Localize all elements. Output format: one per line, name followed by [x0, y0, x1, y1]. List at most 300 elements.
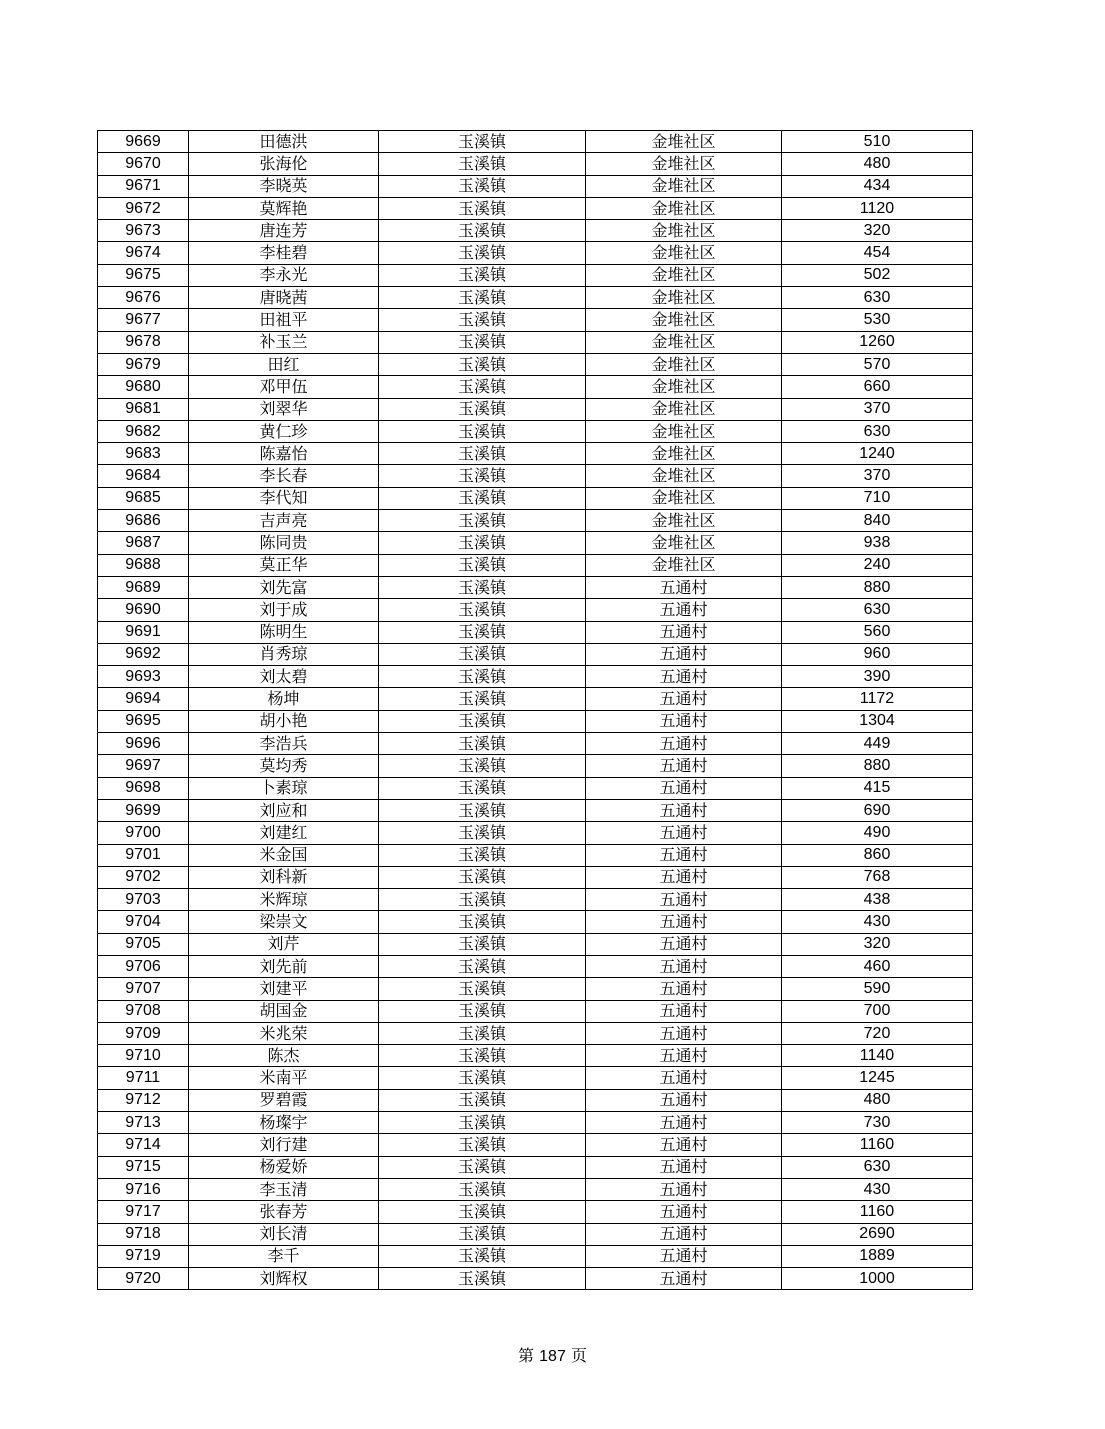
- cell-amount: 320: [782, 933, 973, 955]
- table-body: [98, 131, 973, 1290]
- cell-village: 五通村: [586, 1201, 782, 1223]
- cell-town: 玉溪镇: [379, 510, 586, 532]
- table-row: [98, 487, 973, 509]
- cell-name: 刘长清: [189, 1223, 379, 1245]
- cell-amount: 1304: [782, 710, 973, 732]
- cell-amount: 1160: [782, 1201, 973, 1223]
- cell-town: 玉溪镇: [379, 264, 586, 286]
- table-row: [98, 287, 973, 309]
- cell-serial: 9697: [98, 755, 189, 777]
- cell-serial: 9680: [98, 376, 189, 398]
- cell-serial: 9684: [98, 465, 189, 487]
- cell-town: 玉溪镇: [379, 978, 586, 1000]
- cell-town: 玉溪镇: [379, 487, 586, 509]
- cell-amount: 938: [782, 532, 973, 554]
- cell-town: 玉溪镇: [379, 1268, 586, 1290]
- cell-village: 金堆社区: [586, 487, 782, 509]
- cell-town: 玉溪镇: [379, 799, 586, 821]
- cell-village: 金堆社区: [586, 443, 782, 465]
- cell-village: 金堆社区: [586, 376, 782, 398]
- table-row: [98, 933, 973, 955]
- cell-serial: 9671: [98, 175, 189, 197]
- cell-amount: 560: [782, 621, 973, 643]
- table-row: [98, 733, 973, 755]
- cell-name: 李永光: [189, 264, 379, 286]
- cell-amount: 415: [782, 777, 973, 799]
- cell-amount: 2690: [782, 1223, 973, 1245]
- table-row: [98, 532, 973, 554]
- cell-town: 玉溪镇: [379, 955, 586, 977]
- cell-name: 刘辉权: [189, 1268, 379, 1290]
- cell-serial: 9678: [98, 331, 189, 353]
- cell-serial: 9708: [98, 1000, 189, 1022]
- cell-village: 五通村: [586, 576, 782, 598]
- cell-name: 陈嘉怡: [189, 443, 379, 465]
- cell-town: 玉溪镇: [379, 1067, 586, 1089]
- cell-amount: 880: [782, 755, 973, 777]
- table-row: [98, 264, 973, 286]
- cell-serial: 9688: [98, 554, 189, 576]
- cell-serial: 9709: [98, 1022, 189, 1044]
- cell-town: 玉溪镇: [379, 1045, 586, 1067]
- cell-name: 梁崇文: [189, 911, 379, 933]
- cell-amount: 570: [782, 353, 973, 375]
- cell-town: 玉溪镇: [379, 398, 586, 420]
- cell-serial: 9702: [98, 866, 189, 888]
- cell-amount: 390: [782, 666, 973, 688]
- cell-town: 玉溪镇: [379, 1223, 586, 1245]
- table-row: [98, 443, 973, 465]
- table-row: [98, 197, 973, 219]
- cell-name: 刘建红: [189, 822, 379, 844]
- table-row: [98, 688, 973, 710]
- cell-village: 五通村: [586, 822, 782, 844]
- cell-serial: 9711: [98, 1067, 189, 1089]
- table-row: [98, 376, 973, 398]
- cell-name: 刘于成: [189, 599, 379, 621]
- cell-village: 五通村: [586, 978, 782, 1000]
- cell-serial: 9699: [98, 799, 189, 821]
- table-row: [98, 242, 973, 264]
- table-row: [98, 353, 973, 375]
- cell-name: 莫均秀: [189, 755, 379, 777]
- cell-village: 金堆社区: [586, 153, 782, 175]
- cell-village: 五通村: [586, 1022, 782, 1044]
- cell-town: 玉溪镇: [379, 175, 586, 197]
- table-row: [98, 1112, 973, 1134]
- cell-serial: 9698: [98, 777, 189, 799]
- cell-village: 五通村: [586, 889, 782, 911]
- cell-name: 陈明生: [189, 621, 379, 643]
- cell-village: 五通村: [586, 688, 782, 710]
- cell-amount: 1120: [782, 197, 973, 219]
- cell-serial: 9713: [98, 1112, 189, 1134]
- footer-prefix: 第: [518, 1346, 535, 1365]
- cell-town: 玉溪镇: [379, 866, 586, 888]
- cell-name: 刘应和: [189, 799, 379, 821]
- cell-amount: 1889: [782, 1245, 973, 1267]
- cell-village: 金堆社区: [586, 131, 782, 153]
- cell-name: 刘芹: [189, 933, 379, 955]
- page-number: 187: [539, 1348, 566, 1365]
- cell-town: 玉溪镇: [379, 197, 586, 219]
- cell-village: 五通村: [586, 1178, 782, 1200]
- cell-village: 金堆社区: [586, 420, 782, 442]
- cell-amount: 370: [782, 398, 973, 420]
- cell-town: 玉溪镇: [379, 1178, 586, 1200]
- table-row: [98, 331, 973, 353]
- cell-serial: 9673: [98, 220, 189, 242]
- cell-name: 田红: [189, 353, 379, 375]
- cell-name: 唐晓茜: [189, 287, 379, 309]
- cell-amount: 710: [782, 487, 973, 509]
- table-row: [98, 576, 973, 598]
- cell-town: 玉溪镇: [379, 1112, 586, 1134]
- cell-village: 五通村: [586, 643, 782, 665]
- cell-name: 刘翠华: [189, 398, 379, 420]
- cell-amount: 370: [782, 465, 973, 487]
- cell-serial: 9677: [98, 309, 189, 331]
- cell-name: 唐连芳: [189, 220, 379, 242]
- table-row: [98, 1201, 973, 1223]
- cell-amount: 1140: [782, 1045, 973, 1067]
- cell-village: 金堆社区: [586, 398, 782, 420]
- cell-amount: 700: [782, 1000, 973, 1022]
- cell-town: 玉溪镇: [379, 242, 586, 264]
- cell-name: 李玉清: [189, 1178, 379, 1200]
- cell-village: 五通村: [586, 1089, 782, 1111]
- cell-name: 李千: [189, 1245, 379, 1267]
- cell-village: 五通村: [586, 733, 782, 755]
- table-row: [98, 465, 973, 487]
- cell-serial: 9714: [98, 1134, 189, 1156]
- cell-amount: 490: [782, 822, 973, 844]
- cell-town: 玉溪镇: [379, 822, 586, 844]
- cell-village: 五通村: [586, 1245, 782, 1267]
- table-row: [98, 554, 973, 576]
- cell-name: 罗碧霞: [189, 1089, 379, 1111]
- cell-town: 玉溪镇: [379, 576, 586, 598]
- cell-name: 刘科新: [189, 866, 379, 888]
- cell-serial: 9694: [98, 688, 189, 710]
- table-row: [98, 621, 973, 643]
- cell-name: 张海伦: [189, 153, 379, 175]
- cell-name: 张春芳: [189, 1201, 379, 1223]
- cell-name: 刘建平: [189, 978, 379, 1000]
- cell-serial: 9686: [98, 510, 189, 532]
- cell-village: 五通村: [586, 1156, 782, 1178]
- cell-amount: 860: [782, 844, 973, 866]
- cell-serial: 9674: [98, 242, 189, 264]
- cell-amount: 438: [782, 889, 973, 911]
- cell-village: 金堆社区: [586, 287, 782, 309]
- cell-amount: 1160: [782, 1134, 973, 1156]
- cell-village: 金堆社区: [586, 242, 782, 264]
- cell-town: 玉溪镇: [379, 220, 586, 242]
- cell-name: 黄仁珍: [189, 420, 379, 442]
- cell-name: 田祖平: [189, 309, 379, 331]
- table-row: [98, 710, 973, 732]
- cell-name: 米南平: [189, 1067, 379, 1089]
- cell-amount: 880: [782, 576, 973, 598]
- cell-amount: 690: [782, 799, 973, 821]
- cell-town: 玉溪镇: [379, 1156, 586, 1178]
- cell-name: 吉声亮: [189, 510, 379, 532]
- cell-village: 金堆社区: [586, 220, 782, 242]
- cell-serial: 9689: [98, 576, 189, 598]
- cell-name: 陈杰: [189, 1045, 379, 1067]
- cell-name: 米金国: [189, 844, 379, 866]
- cell-serial: 9692: [98, 643, 189, 665]
- cell-town: 玉溪镇: [379, 1134, 586, 1156]
- cell-amount: 1172: [782, 688, 973, 710]
- cell-village: 五通村: [586, 911, 782, 933]
- table-row: [98, 844, 973, 866]
- table-row: [98, 911, 973, 933]
- cell-amount: 460: [782, 955, 973, 977]
- cell-serial: 9685: [98, 487, 189, 509]
- cell-amount: 1260: [782, 331, 973, 353]
- cell-village: 五通村: [586, 666, 782, 688]
- cell-town: 玉溪镇: [379, 131, 586, 153]
- cell-amount: 840: [782, 510, 973, 532]
- cell-amount: 530: [782, 309, 973, 331]
- cell-serial: 9683: [98, 443, 189, 465]
- cell-amount: 630: [782, 420, 973, 442]
- table-row: [98, 799, 973, 821]
- cell-village: 金堆社区: [586, 465, 782, 487]
- cell-amount: 502: [782, 264, 973, 286]
- cell-serial: 9719: [98, 1245, 189, 1267]
- cell-name: 莫正华: [189, 554, 379, 576]
- cell-town: 玉溪镇: [379, 420, 586, 442]
- cell-town: 玉溪镇: [379, 376, 586, 398]
- cell-amount: 480: [782, 1089, 973, 1111]
- cell-village: 金堆社区: [586, 197, 782, 219]
- cell-serial: 9682: [98, 420, 189, 442]
- cell-village: 五通村: [586, 844, 782, 866]
- cell-serial: 9675: [98, 264, 189, 286]
- table-row: [98, 1134, 973, 1156]
- cell-amount: 720: [782, 1022, 973, 1044]
- cell-serial: 9672: [98, 197, 189, 219]
- cell-town: 玉溪镇: [379, 844, 586, 866]
- cell-amount: 630: [782, 599, 973, 621]
- cell-name: 刘行建: [189, 1134, 379, 1156]
- cell-town: 玉溪镇: [379, 933, 586, 955]
- cell-amount: 768: [782, 866, 973, 888]
- cell-serial: 9720: [98, 1268, 189, 1290]
- cell-town: 玉溪镇: [379, 532, 586, 554]
- cell-town: 玉溪镇: [379, 153, 586, 175]
- cell-town: 玉溪镇: [379, 1245, 586, 1267]
- cell-town: 玉溪镇: [379, 309, 586, 331]
- cell-village: 五通村: [586, 755, 782, 777]
- cell-town: 玉溪镇: [379, 353, 586, 375]
- table-row: [98, 1223, 973, 1245]
- cell-town: 玉溪镇: [379, 688, 586, 710]
- cell-amount: 510: [782, 131, 973, 153]
- cell-village: 五通村: [586, 621, 782, 643]
- cell-serial: 9701: [98, 844, 189, 866]
- cell-village: 五通村: [586, 1223, 782, 1245]
- cell-name: 刘先前: [189, 955, 379, 977]
- cell-amount: 1245: [782, 1067, 973, 1089]
- cell-name: 李长春: [189, 465, 379, 487]
- cell-name: 刘太碧: [189, 666, 379, 688]
- cell-name: 陈同贵: [189, 532, 379, 554]
- data-table: [97, 130, 973, 1290]
- cell-village: 金堆社区: [586, 331, 782, 353]
- cell-town: 玉溪镇: [379, 331, 586, 353]
- cell-serial: 9676: [98, 287, 189, 309]
- table-row: [98, 1245, 973, 1267]
- cell-amount: 960: [782, 643, 973, 665]
- table-row: [98, 822, 973, 844]
- cell-village: 五通村: [586, 710, 782, 732]
- footer-suffix: 页: [570, 1346, 587, 1365]
- cell-name: 米辉琼: [189, 889, 379, 911]
- cell-village: 五通村: [586, 1067, 782, 1089]
- table-row: [98, 889, 973, 911]
- cell-amount: 430: [782, 911, 973, 933]
- cell-village: 五通村: [586, 1268, 782, 1290]
- cell-amount: 430: [782, 1178, 973, 1200]
- cell-town: 玉溪镇: [379, 911, 586, 933]
- cell-serial: 9691: [98, 621, 189, 643]
- cell-village: 金堆社区: [586, 510, 782, 532]
- cell-town: 玉溪镇: [379, 554, 586, 576]
- table-row: [98, 510, 973, 532]
- cell-village: 五通村: [586, 599, 782, 621]
- cell-name: 李浩兵: [189, 733, 379, 755]
- cell-village: 五通村: [586, 777, 782, 799]
- cell-town: 玉溪镇: [379, 889, 586, 911]
- table-row: [98, 1268, 973, 1290]
- table-row: [98, 153, 973, 175]
- cell-serial: 9705: [98, 933, 189, 955]
- cell-town: 玉溪镇: [379, 733, 586, 755]
- cell-amount: 480: [782, 153, 973, 175]
- cell-name: 田德洪: [189, 131, 379, 153]
- cell-amount: 449: [782, 733, 973, 755]
- cell-name: 李桂碧: [189, 242, 379, 264]
- table-row: [98, 599, 973, 621]
- cell-name: 胡小艳: [189, 710, 379, 732]
- table-row: [98, 309, 973, 331]
- cell-serial: 9700: [98, 822, 189, 844]
- cell-amount: 454: [782, 242, 973, 264]
- table-row: [98, 955, 973, 977]
- cell-village: 五通村: [586, 1045, 782, 1067]
- cell-serial: 9669: [98, 131, 189, 153]
- cell-serial: 9687: [98, 532, 189, 554]
- table-row: [98, 1022, 973, 1044]
- cell-name: 米兆荣: [189, 1022, 379, 1044]
- cell-village: 金堆社区: [586, 175, 782, 197]
- table-row: [98, 1045, 973, 1067]
- cell-serial: 9710: [98, 1045, 189, 1067]
- cell-name: 卜素琼: [189, 777, 379, 799]
- table-row: [98, 666, 973, 688]
- cell-village: 五通村: [586, 799, 782, 821]
- table-row: [98, 777, 973, 799]
- cell-serial: 9715: [98, 1156, 189, 1178]
- cell-town: 玉溪镇: [379, 287, 586, 309]
- cell-name: 杨爱娇: [189, 1156, 379, 1178]
- cell-town: 玉溪镇: [379, 443, 586, 465]
- table-row: [98, 398, 973, 420]
- cell-village: 五通村: [586, 1000, 782, 1022]
- cell-serial: 9679: [98, 353, 189, 375]
- cell-town: 玉溪镇: [379, 1201, 586, 1223]
- cell-serial: 9695: [98, 710, 189, 732]
- page-footer: [0, 1343, 1105, 1366]
- cell-village: 五通村: [586, 955, 782, 977]
- cell-serial: 9712: [98, 1089, 189, 1111]
- cell-serial: 9704: [98, 911, 189, 933]
- cell-serial: 9670: [98, 153, 189, 175]
- cell-name: 补玉兰: [189, 331, 379, 353]
- cell-town: 玉溪镇: [379, 643, 586, 665]
- table-row: [98, 755, 973, 777]
- cell-village: 金堆社区: [586, 264, 782, 286]
- cell-serial: 9716: [98, 1178, 189, 1200]
- cell-amount: 1000: [782, 1268, 973, 1290]
- cell-amount: 630: [782, 1156, 973, 1178]
- cell-town: 玉溪镇: [379, 777, 586, 799]
- cell-name: 李晓英: [189, 175, 379, 197]
- cell-name: 杨坤: [189, 688, 379, 710]
- cell-town: 玉溪镇: [379, 465, 586, 487]
- cell-serial: 9707: [98, 978, 189, 1000]
- cell-town: 玉溪镇: [379, 599, 586, 621]
- table-row: [98, 131, 973, 153]
- cell-town: 玉溪镇: [379, 1000, 586, 1022]
- cell-name: 杨璨宇: [189, 1112, 379, 1134]
- cell-village: 金堆社区: [586, 309, 782, 331]
- cell-village: 五通村: [586, 1134, 782, 1156]
- cell-serial: 9681: [98, 398, 189, 420]
- cell-amount: 434: [782, 175, 973, 197]
- cell-town: 玉溪镇: [379, 710, 586, 732]
- cell-name: 邓甲伍: [189, 376, 379, 398]
- cell-serial: 9706: [98, 955, 189, 977]
- cell-town: 玉溪镇: [379, 666, 586, 688]
- cell-serial: 9718: [98, 1223, 189, 1245]
- cell-amount: 730: [782, 1112, 973, 1134]
- cell-village: 五通村: [586, 866, 782, 888]
- cell-name: 刘先富: [189, 576, 379, 598]
- cell-serial: 9693: [98, 666, 189, 688]
- table-row: [98, 866, 973, 888]
- cell-amount: 320: [782, 220, 973, 242]
- table-row: [98, 1067, 973, 1089]
- table-row: [98, 1000, 973, 1022]
- table-row: [98, 1178, 973, 1200]
- table-row: [98, 643, 973, 665]
- cell-name: 莫辉艳: [189, 197, 379, 219]
- table-row: [98, 1156, 973, 1178]
- table-row: [98, 220, 973, 242]
- cell-serial: 9696: [98, 733, 189, 755]
- cell-town: 玉溪镇: [379, 1089, 586, 1111]
- cell-town: 玉溪镇: [379, 1022, 586, 1044]
- cell-village: 五通村: [586, 933, 782, 955]
- cell-village: 五通村: [586, 1112, 782, 1134]
- cell-amount: 630: [782, 287, 973, 309]
- cell-village: 金堆社区: [586, 532, 782, 554]
